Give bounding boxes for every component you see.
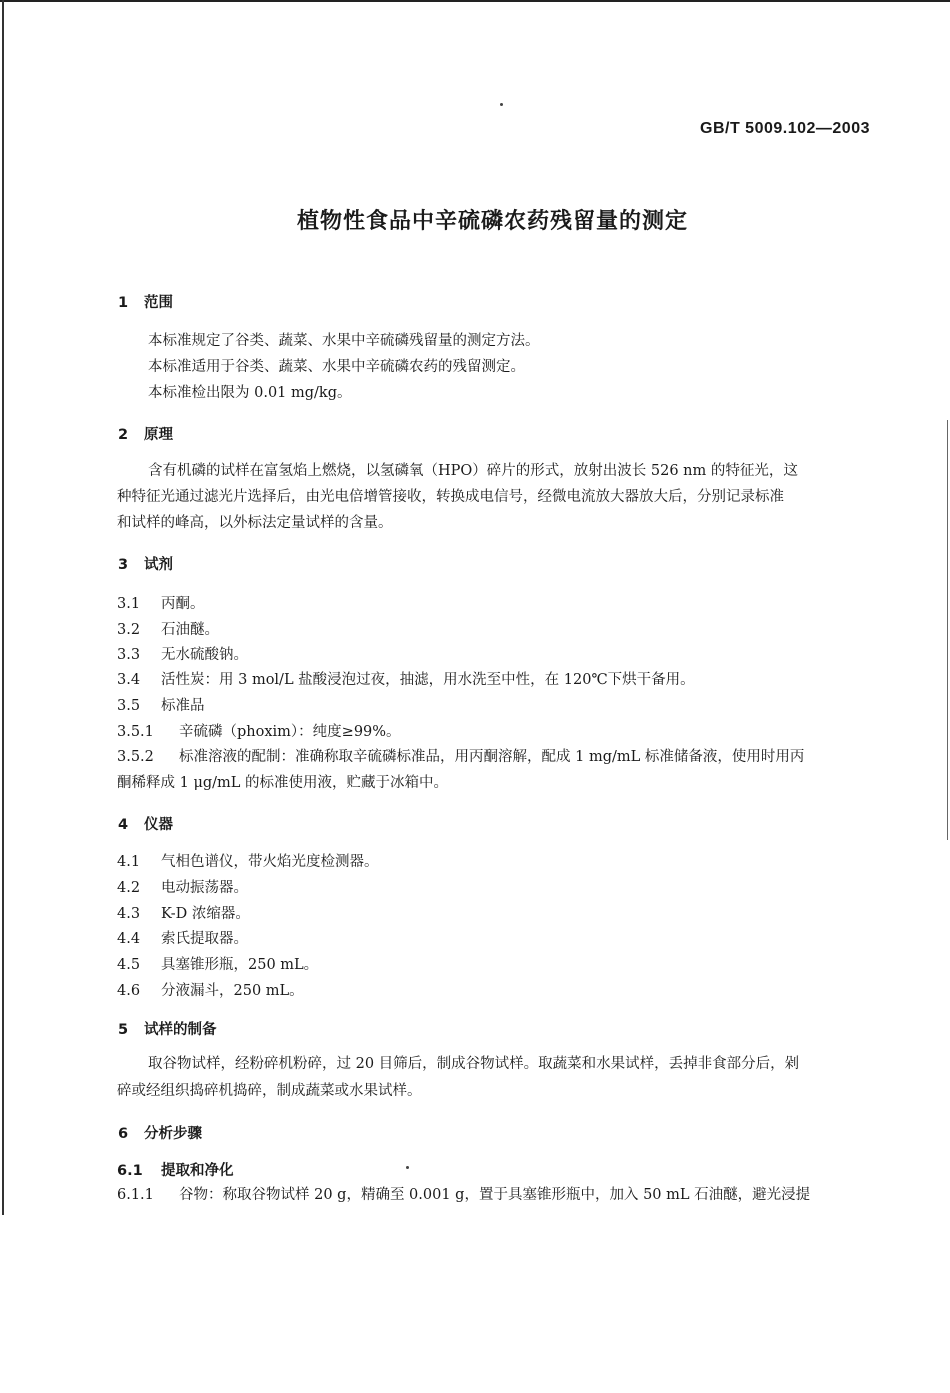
- section-number: 3: [118, 557, 129, 573]
- clause-number: 3.5.2: [117, 749, 154, 765]
- clause-number: 4.3: [117, 906, 141, 922]
- paragraph: 本标准适用于谷类、蔬菜、水果中辛硫磷农药的残留测定。: [148, 359, 525, 375]
- clause-text: 具塞锥形瓶，250 mL。: [161, 957, 319, 973]
- clause-number: 3.4: [117, 672, 141, 688]
- section-title: 试样的制备: [144, 1022, 217, 1038]
- clause-item: [117, 1183, 810, 1204]
- clause-number: 4.6: [117, 983, 141, 999]
- clause-text: 石油醚。: [161, 622, 219, 638]
- clause-text: 丙酮。: [161, 596, 205, 612]
- page-title: 植物性食品中辛硫磷农药残留量的测定: [296, 209, 688, 234]
- clause-text: 辛硫磷（phoxim）：纯度≥99%。: [179, 724, 401, 740]
- subsection-heading: [117, 1159, 234, 1180]
- clause-number: 4.1: [117, 854, 141, 870]
- section-title: 分析步骤: [144, 1126, 202, 1142]
- section-2-heading: [118, 423, 173, 444]
- clause-item: [117, 927, 248, 948]
- clause-text: K-D 浓缩器。: [161, 906, 250, 922]
- clause-item: [117, 618, 219, 639]
- section-title: 范围: [144, 295, 173, 311]
- section-1-heading: [118, 291, 173, 312]
- section-number: 5: [118, 1022, 129, 1038]
- paragraph-line: 取谷物试样，经粉碎机粉碎，过 20 目筛后，制成谷物试样。取蔬菜和水果试样，丢掉非食部分后，剁: [148, 1056, 800, 1072]
- top-border-line: [0, 0, 950, 2]
- clause-text: 电动振荡器。: [161, 880, 248, 896]
- scan-speck: [406, 1166, 409, 1169]
- section-title: 试剂: [144, 557, 173, 573]
- clause-continuation: 酮稀释成 1 μg/mL 的标准使用液，贮藏于冰箱中。: [117, 775, 449, 791]
- clause-number: 6.1.1: [117, 1187, 154, 1203]
- section-title: 原理: [144, 427, 173, 443]
- clause-text: 分液漏斗，250 mL。: [161, 983, 304, 999]
- doc-number: GB/T 5009.102—2003: [700, 120, 870, 137]
- clause-text: 谷物：称取谷物试样 20 g，精确至 0.001 g，置于具塞锥形瓶中，加入 50 mL 石油醚，避光浸提: [179, 1187, 811, 1203]
- section-4-heading: [118, 813, 173, 834]
- clause-item: [117, 694, 205, 715]
- section-3-heading: [118, 553, 173, 574]
- section-title: 仪器: [144, 817, 173, 833]
- clause-text: 提取和净化: [161, 1163, 234, 1179]
- paragraph: 本标准检出限为 0.01 mg/kg。: [148, 385, 352, 401]
- clause-number: 3.1: [117, 596, 141, 612]
- clause-item: [117, 876, 248, 897]
- paragraph-line: 种特征光通过滤光片选择后，由光电倍增管接收，转换成电信号，经微电流放大器放大后，分别记录标准: [117, 489, 784, 505]
- paragraph-line: 和试样的峰高，以外标法定量试样的含量。: [117, 515, 393, 531]
- clause-text: 无水硫酸钠。: [161, 647, 248, 663]
- clause-text: 活性炭：用 3 mol/L 盐酸浸泡过夜，抽滤，用水洗至中性，在 120℃下烘干备用。: [161, 672, 695, 688]
- clause-item: [117, 643, 248, 664]
- clause-number: 4.4: [117, 931, 141, 947]
- section-number: 1: [118, 295, 129, 311]
- section-5-heading: [118, 1018, 217, 1039]
- clause-number: 4.5: [117, 957, 141, 973]
- clause-item: [117, 979, 304, 1000]
- right-scan-edge: [947, 420, 948, 840]
- clause-item: [117, 850, 379, 871]
- scan-speck: [500, 103, 503, 106]
- clause-number: 3.3: [117, 647, 141, 663]
- clause-number: 3.2: [117, 622, 141, 638]
- clause-number: 4.2: [117, 880, 141, 896]
- section-number: 2: [118, 427, 129, 443]
- clause-text: 标准溶液的配制：准确称取辛硫磷标准品，用丙酮溶解，配成 1 mg/mL 标准储备液，使用时用丙: [179, 749, 805, 765]
- section-6-heading: [118, 1122, 202, 1143]
- clause-text: 标准品: [161, 698, 205, 714]
- clause-number: 6.1: [117, 1163, 143, 1179]
- clause-item: [117, 592, 205, 613]
- paragraph-line: 碎或经组织捣碎机捣碎，制成蔬菜或水果试样。: [117, 1083, 422, 1099]
- clause-text: 气相色谱仪，带火焰光度检测器。: [161, 854, 379, 870]
- clause-item: [117, 668, 695, 689]
- clause-item: [117, 953, 318, 974]
- clause-item: [117, 720, 401, 741]
- clause-number: 3.5.1: [117, 724, 154, 740]
- paragraph: 本标准规定了谷类、蔬菜、水果中辛硫磷残留量的测定方法。: [148, 333, 540, 349]
- left-binding-edge: [2, 0, 4, 1215]
- clause-text: 索氏提取器。: [161, 931, 248, 947]
- paragraph-line: 含有机磷的试样在富氢焰上燃烧，以氢磷氧（HPO）碎片的形式，放射出波长 526 nm 的特征光，这: [148, 463, 798, 479]
- section-number: 4: [118, 817, 129, 833]
- clause-item: [117, 745, 804, 766]
- section-number: 6: [118, 1126, 129, 1142]
- clause-number: 3.5: [117, 698, 141, 714]
- clause-item: [117, 902, 250, 923]
